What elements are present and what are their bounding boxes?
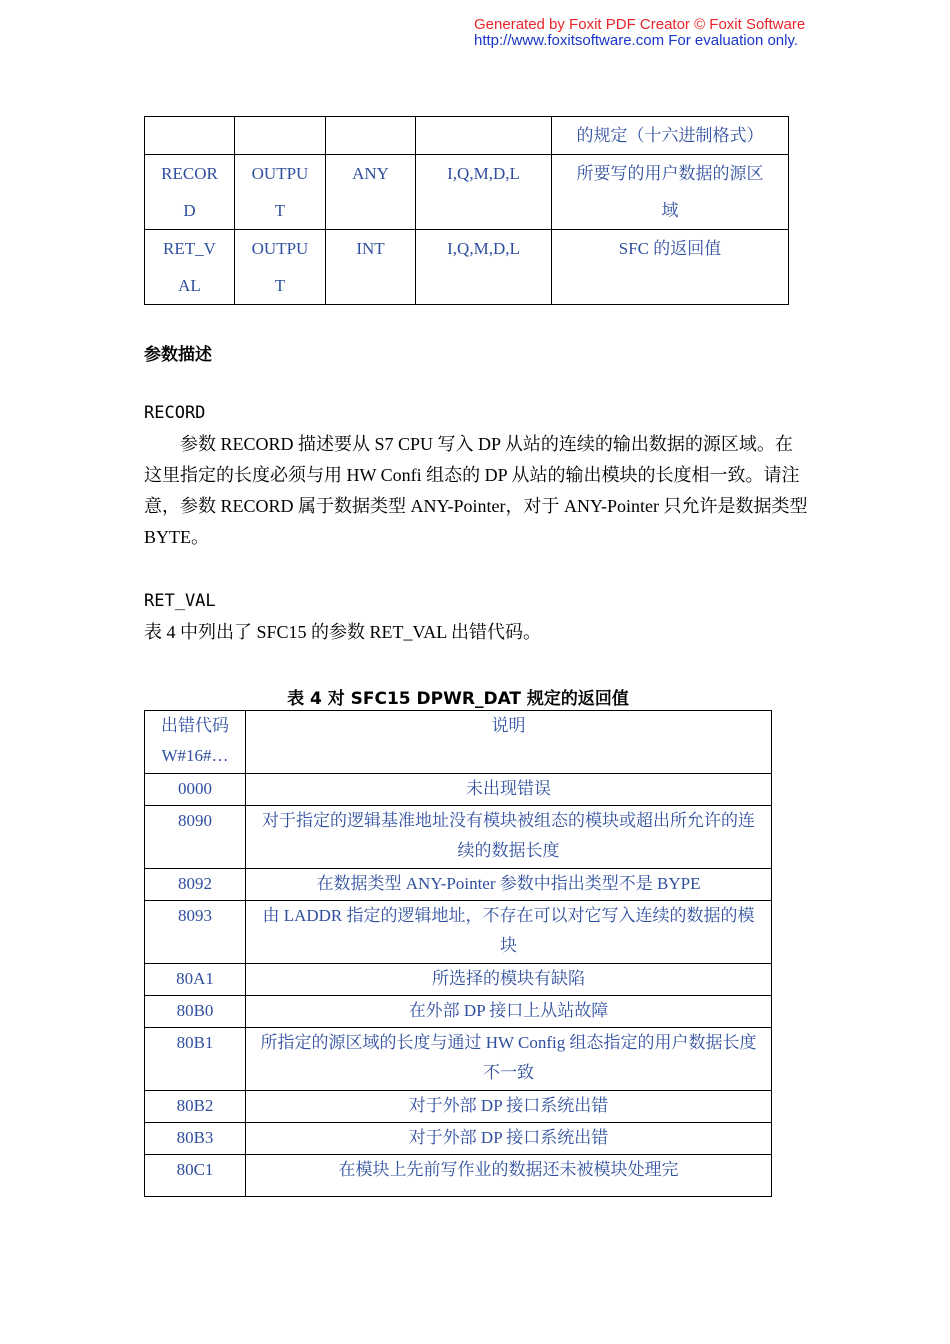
table-row — [145, 964, 772, 996]
parameter-cell: SFC 的返回值 — [552, 230, 789, 305]
parameter-cell: I,Q,M,D,L — [416, 155, 552, 230]
description-cell: 由 LADDR 指定的逻辑地址，不存在可以对它写入连续的数据的模块 — [246, 901, 772, 964]
parameter-cell: 所要写的用户数据的源区 域 — [552, 155, 789, 230]
parameter-cell: RET_V AL — [145, 230, 235, 305]
parameter-row — [145, 230, 789, 305]
table-row — [145, 1155, 772, 1197]
error-code-cell: 80B0 — [145, 996, 246, 1028]
parameter-cell — [235, 117, 326, 155]
parameter-cell — [416, 117, 552, 155]
table-header-row — [145, 711, 772, 774]
parameter-cell: ANY — [326, 155, 416, 230]
table-row — [145, 1091, 772, 1123]
error-code-cell: 80B2 — [145, 1091, 246, 1123]
record-label: RECORD — [144, 403, 206, 423]
section-heading: 参数描述 — [144, 345, 212, 365]
watermark-line-2: http://www.foxitsoftware.com For evaluation only. — [474, 32, 799, 49]
table-caption: 表 4 对 SFC15 DPWR_DAT 规定的返回值 — [287, 689, 629, 709]
table-row — [145, 1028, 772, 1091]
error-code-cell: 8093 — [145, 901, 246, 964]
table-row — [145, 1123, 772, 1155]
record-description — [144, 429, 809, 553]
parameter-cell: INT — [326, 230, 416, 305]
table-row — [145, 901, 772, 964]
parameter-cell — [326, 117, 416, 155]
error-code-cell: 80B3 — [145, 1123, 246, 1155]
parameter-cell: 的规定（十六进制格式） — [552, 117, 789, 155]
description-cell: 在数据类型 ANY-Pointer 参数中指出类型不是 BYPE — [246, 869, 772, 901]
return-value-table — [144, 710, 772, 1197]
description-cell: 所选择的模块有缺陷 — [246, 964, 772, 996]
ret-val-description: 表 4 中列出了 SFC15 的参数 RET_VAL 出错代码。 — [144, 622, 542, 642]
error-code-cell: 80C1 — [145, 1155, 246, 1197]
watermark-line-1: Generated by Foxit PDF Creator © Foxit Software — [474, 16, 806, 33]
watermark — [474, 17, 805, 49]
description-cell: 对于外部 DP 接口系统出错 — [246, 1123, 772, 1155]
description-cell: 在外部 DP 接口上从站故障 — [246, 996, 772, 1028]
parameter-cell: RECOR D — [145, 155, 235, 230]
description-cell: 对于指定的逻辑基准地址没有模块被组态的模块或超出所允许的连续的数据长度 — [246, 806, 772, 869]
description-cell: 所指定的源区域的长度与通过 HW Config 组态指定的用户数据长度不一致 — [246, 1028, 772, 1091]
parameter-cell: OUTPU T — [235, 155, 326, 230]
error-code-cell: 80A1 — [145, 964, 246, 996]
error-code-cell: 0000 — [145, 774, 246, 806]
parameter-cell — [145, 117, 235, 155]
parameter-row — [145, 117, 789, 155]
table-row — [145, 869, 772, 901]
description-cell: 在模块上先前写作业的数据还未被模块处理完 — [246, 1155, 772, 1197]
ret-val-label: RET_VAL — [144, 591, 216, 611]
description-cell: 对于外部 DP 接口系统出错 — [246, 1091, 772, 1123]
parameter-cell: OUTPU T — [235, 230, 326, 305]
table-header-cell: 说明 — [246, 711, 772, 774]
parameter-cell: I,Q,M,D,L — [416, 230, 552, 305]
table-row — [145, 774, 772, 806]
error-code-cell: 80B1 — [145, 1028, 246, 1091]
parameter-table — [144, 116, 789, 305]
error-code-cell: 8092 — [145, 869, 246, 901]
table-row — [145, 806, 772, 869]
table-row — [145, 996, 772, 1028]
parameter-row — [145, 155, 789, 230]
table-header-cell: 出错代码 W#16#… — [145, 711, 246, 774]
error-code-cell: 8090 — [145, 806, 246, 869]
record-description-text: 参数 RECORD 描述要从 S7 CPU 写入 DP 从站的连续的输出数据的源区域。在这里指定的长度必须与用 HW Confi 组态的 DP 从站的输出模块的长度相一致。请注意，参数 RECORD 属于数据类型 ANY-Pointer，对于 ANY-Pointer 只允许是数据类型 BYTE。 — [144, 434, 808, 547]
description-cell: 未出现错误 — [246, 774, 772, 806]
